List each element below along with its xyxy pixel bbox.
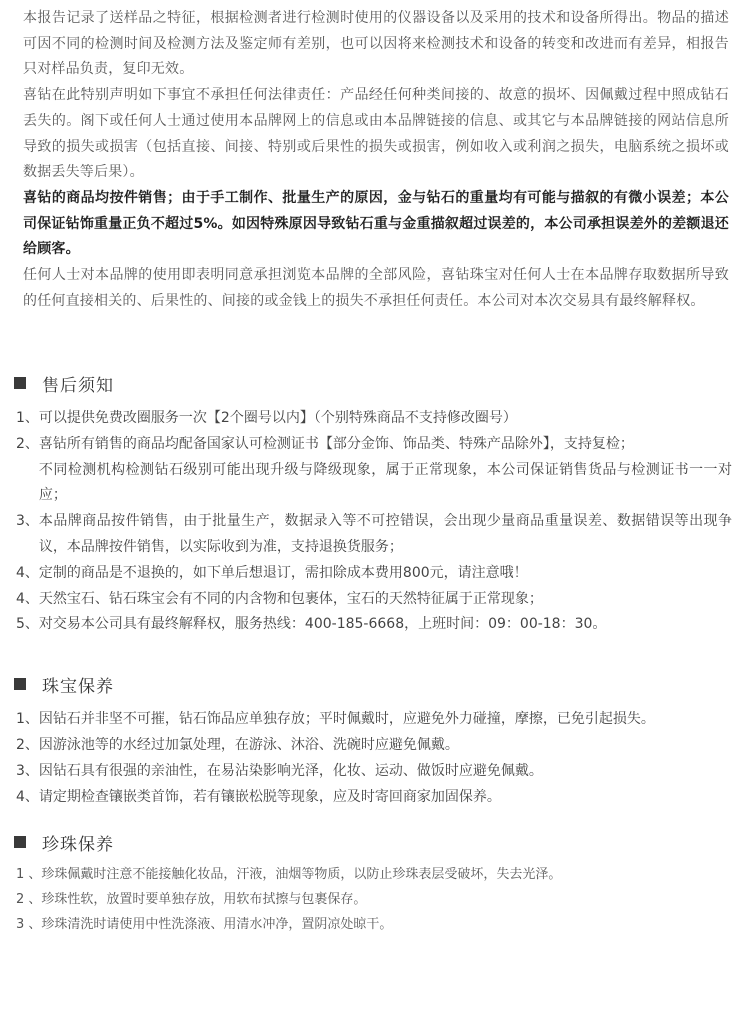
list-item — [16, 912, 732, 937]
item-number: 4、 — [16, 564, 39, 581]
item-text: 珍珠佩戴时注意不能接触化妆品，汗液，油烟等物质，以防止珍珠表层受破坏，失去光泽。 — [41, 867, 562, 882]
after-sales-list — [16, 406, 732, 638]
intro-paragraph-disclaimer: 喜钻在此特别声明如下事宜不承担任何法律责任：产品经任何种类间接的、故意的损坏、因佩戴过程中照成钻石丢失的。阁下或任何人士通过使用本品牌网上的信息或由本品牌链接的信息、或其它与本品牌链接的网站信息所导致的损失或损害（包括直接、间接、特别或后果性的损失或损害，例如收入或利润之损失，电脑系统之损坏或数据丢失等后果）。 — [23, 87, 729, 181]
item-number: 1 、 — [16, 867, 42, 882]
intro-text-block — [23, 6, 729, 314]
item-number: 3、 — [16, 763, 39, 779]
item-number: 2 、 — [16, 892, 42, 907]
list-item — [16, 732, 732, 758]
item-number: 4、 — [16, 789, 39, 805]
item-number: 1、 — [16, 410, 39, 426]
item-text: 因游泳池等的水经过加氯处理，在游泳、沐浴、洗碗时应避免佩戴。 — [38, 737, 459, 753]
item-number: 3 、 — [16, 917, 42, 932]
section-header-jewelry-care — [14, 671, 114, 697]
list-item — [16, 862, 732, 887]
list-item — [16, 561, 732, 587]
item-number: 5、 — [16, 616, 39, 633]
item-number: 1、 — [16, 711, 39, 727]
item-text: 珍珠性软，放置时要单独存放，用软布拭擦与包裹保存。 — [41, 892, 367, 907]
square-bullet-icon — [14, 678, 26, 690]
section-title: 珍珠保养 — [42, 834, 114, 855]
list-item — [16, 758, 732, 784]
section-header-pearl-care — [14, 829, 114, 855]
list-item — [16, 432, 732, 509]
item-number: 3、 — [16, 513, 39, 530]
item-number: 2、 — [16, 737, 39, 753]
item-text: 天然宝石、钻石珠宝会有不同的内含物和包裹体，宝石的天然特征属于正常现象； — [38, 590, 543, 607]
jewelry-care-list — [16, 706, 732, 810]
intro-paragraph-weight-notice: 喜钻的商品均按件销售；由于手工制作、批量生产的原因，金与钻石的重量均有可能与描叙的有微小误差；本公司保证钻饰重量正负不超过5%。如因特殊原因导致钻石重与金重描叙超过误差的，本公司承担误差外的差额退还给顾客。 — [23, 189, 729, 258]
item-text: 可以提供免费改圈服务一次【2个圈号以内】（个别特殊商品不支持修改圈号） — [38, 410, 517, 426]
section-title: 珠宝保养 — [42, 676, 114, 697]
list-item — [16, 784, 732, 810]
list-item — [16, 887, 732, 912]
intro-paragraph-risk: 任何人士对本品牌的使用即表明同意承担浏览本品牌的全部风险，喜钻珠宝对任何人士在本品牌存取数据所导致的任何直接相关的、后果性的、间接的或金钱上的损失不承担任何责任。本公司对本次交易具有最终解释权。 — [23, 267, 729, 309]
item-text: 因钻石并非坚不可摧，钻石饰品应单独存放；平时佩戴时，应避免外力碰撞，摩擦，已免引起损失。 — [38, 711, 655, 727]
section-header-after-sales — [14, 370, 114, 396]
pearl-care-list — [16, 862, 732, 937]
intro-paragraph-report: 本报告记录了送样品之特征，根据检测者进行检测时使用的仪器设备以及采用的技术和设备所得出。物品的描述可因不同的检测时间及检测方法及鉴定师有差别，也可以因将来检测技术和设备的转变和改进而有差异，相报告只对样品负责，复印无效。 — [23, 10, 729, 78]
item-text: 本品牌商品按件销售，由于批量生产，数据录入等不可控错误，会出现少量商品重量误差、数据错误等出现争议，本品牌按件销售，以实际收到为准，支持退换货服务； — [38, 513, 732, 555]
item-body — [39, 432, 732, 509]
list-item — [16, 612, 732, 638]
item-text: 喜钻所有销售的商品均配备国家认可检测证书【部分金饰、饰品类、特殊产品除外】，支持复检； — [38, 435, 634, 452]
item-number: 2、 — [16, 435, 39, 452]
list-item — [16, 406, 732, 432]
item-text: 珍珠清洗时请使用中性洗涤液、用清水冲净，置阴凉处晾干。 — [41, 917, 393, 932]
item-number: 4、 — [16, 590, 39, 607]
list-item — [16, 509, 732, 561]
square-bullet-icon — [14, 836, 26, 848]
item-text: 对交易本公司具有最终解释权，服务热线：400-185-6668，上班时间：09：00-18：30。 — [38, 616, 607, 633]
item-text: 请定期检查镶嵌类首饰，若有镶嵌松脱等现象，应及时寄回商家加固保养。 — [38, 789, 501, 805]
list-item — [16, 706, 732, 732]
list-item — [16, 587, 732, 613]
item-text-continued: 不同检测机构检测钻石级别可能出现升级与降级现象，属于正常现象，本公司保证销售货品与检测证书一一对应； — [38, 461, 732, 504]
square-bullet-icon — [14, 377, 26, 389]
item-text: 因钻石具有很强的亲油性，在易沾染影响光泽，化妆、运动、做饭时应避免佩戴。 — [38, 763, 543, 779]
item-text: 定制的商品是不退换的，如下单后想退订，需扣除成本费用800元，请注意哦！ — [38, 564, 528, 581]
section-title: 售后须知 — [42, 375, 114, 396]
